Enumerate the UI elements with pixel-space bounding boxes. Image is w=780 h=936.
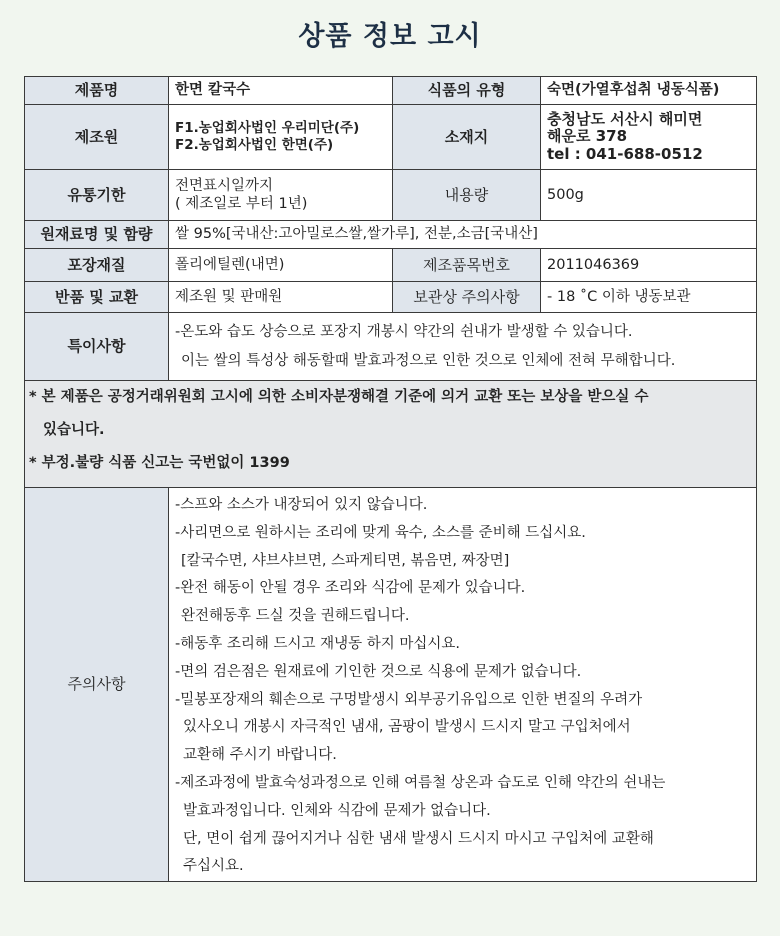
table-row: [25, 282, 757, 313]
row-label: 특이사항: [25, 313, 169, 381]
volume-value: 500g: [541, 170, 757, 221]
row-label: 주의사항: [25, 488, 169, 882]
manufacturer-value: [169, 105, 393, 170]
ingredients-value: 쌀 95%[국내산:고아밀로스쌀,쌀가루], 전분,소금[국내산]: [169, 221, 757, 249]
address-line: 해운로 378: [547, 127, 628, 146]
food-type-value: 숙면(가열후섭취 냉동식품): [541, 77, 757, 105]
returns-value: 제조원 및 판매원: [169, 282, 393, 313]
row-label: 포장재질: [25, 249, 169, 282]
caution-line: 주십시요.: [183, 858, 244, 875]
caution-line: [칼국수면, 샤브샤브면, 스파게티면, 볶음면, 짜장면]: [181, 552, 510, 569]
note-line: -온도와 습도 상승으로 포장지 개봉시 약간의 쉰내가 발생할 수 있습니다.: [175, 324, 633, 340]
table-row: [25, 77, 757, 105]
row-label: 제조품목번호: [393, 249, 541, 282]
table-row: [25, 221, 757, 249]
caution-line: -해동후 조리해 드시고 재냉동 하지 마십시요.: [175, 635, 461, 652]
expiry-line: ( 제조일로 부터 1년): [175, 196, 308, 212]
table-row: [25, 313, 757, 381]
notice-line: * 부정.불량 식품 신고는 국번없이 1399: [29, 455, 290, 471]
page-title: 상품 정보 고시: [298, 21, 482, 52]
address-line: tel : 041-688-0512: [547, 144, 703, 163]
row-label: 제품명: [25, 77, 169, 105]
product-name-value: 한면 칼국수: [169, 77, 393, 105]
manufacturer-line: F1.농업회사법인 우리미단(주): [175, 120, 360, 137]
row-label: 보관상 주의사항: [393, 282, 541, 313]
caution-line: -완전 해동이 안될 경우 조리와 식감에 문제가 있습니다.: [175, 580, 526, 597]
row-label: 반품 및 교환: [25, 282, 169, 313]
notice-line: * 본 제품은 공정거래위원회 고시에 의한 소비자분쟁해결 기준에 의거 교환 또는 보상을 받으실 수: [29, 389, 649, 405]
manufacturer-line: F2.농업회사법인 한면(주): [175, 137, 334, 153]
caution-line: -밀봉포장재의 훼손으로 구멍발생시 외부공기유입으로 인한 변질의 우려가: [175, 691, 643, 708]
address-value: [541, 105, 757, 170]
caution-list: [169, 488, 757, 882]
row-label: 식품의 유형: [393, 77, 541, 105]
row-label: 소재지: [393, 105, 541, 170]
table-row: [25, 249, 757, 282]
caution-line: 교환해 주시기 바랍니다.: [183, 747, 337, 764]
table-row: [25, 170, 757, 221]
expiry-line: 전면표시일까지: [175, 177, 274, 194]
row-label: 원재료명 및 함량: [25, 221, 169, 249]
notice-box: [25, 381, 757, 488]
notice-line: 있습니다.: [43, 422, 105, 438]
table-row: [25, 488, 757, 882]
caution-line: 있사오니 개봉시 자극적인 냄새, 곰팡이 발생시 드시지 말고 구입처에서: [183, 719, 631, 736]
address-line: 충청남도 서산시 해미면: [547, 110, 703, 129]
caution-line: -제조과정에 발효숙성과정으로 인해 여름철 상온과 습도로 인해 약간의 쉰내는: [175, 774, 666, 791]
product-info-table: [24, 76, 757, 882]
caution-line: -스프와 소스가 내장되어 있지 않습니다.: [175, 497, 428, 513]
caution-line: 단, 면이 쉽게 끊어지거나 심한 냄새 발생시 드시지 마시고 구입처에 교환해: [183, 830, 654, 847]
special-notes: [169, 313, 757, 381]
note-line: 이는 쌀의 특성상 해동할때 발효과정으로 인한 것으로 인체에 전혀 무해합니다.: [181, 352, 676, 369]
expiry-value: [169, 170, 393, 221]
row-label: 내용량: [393, 170, 541, 221]
table-row: [25, 105, 757, 170]
item-number-value: 2011046369: [541, 249, 757, 282]
caution-line: -사리면으로 원하시는 조리에 맞게 육수, 소스를 준비해 드십시요.: [175, 524, 586, 541]
table-row: [25, 381, 757, 488]
row-label: 제조원: [25, 105, 169, 170]
caution-line: 발효과정입니다. 인체와 식감에 문제가 없습니다.: [183, 802, 491, 819]
caution-line: -면의 검은점은 원재료에 기인한 것으로 식용에 문제가 없습니다.: [175, 663, 582, 680]
packaging-value: 폴리에틸렌(내면): [169, 249, 393, 282]
caution-line: 완전해동후 드실 것을 권해드립니다.: [181, 608, 410, 625]
storage-value: - 18 ˚C 이하 냉동보관: [541, 282, 757, 313]
row-label: 유통기한: [25, 170, 169, 221]
